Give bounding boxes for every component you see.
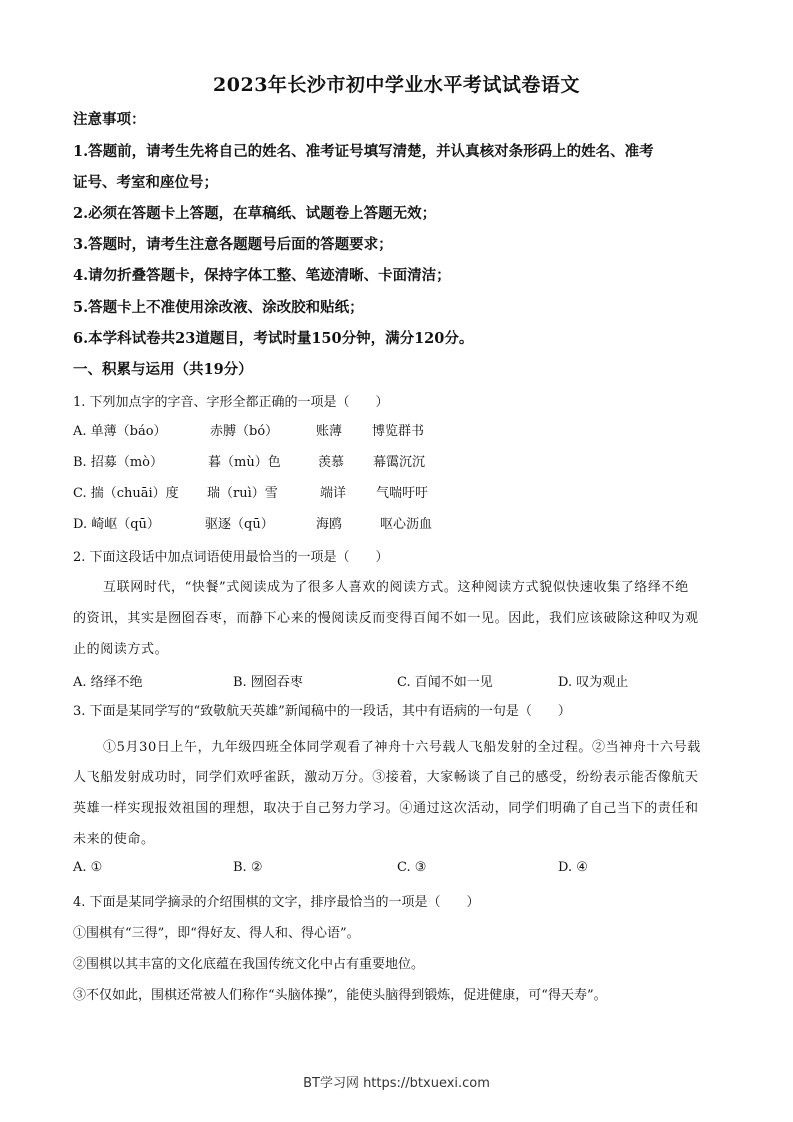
q1-option-b-word-4: 幕霭沉沉 [373,455,426,470]
question-stem: 3. 下面是某同学写的“致敬航天英雄”新闻稿中的一段话，其中有语病的一句是（ ） [73,704,571,719]
q2-option-b: B. 囫囵吞枣 [233,675,303,690]
q1-option-d-word-4: 呕心沥血 [380,517,433,532]
site-watermark-footer: BT学习网 https://btxuexi.com [303,1076,490,1091]
q1-option-c-word-1: C. 揣（chuāi）度 [73,486,179,501]
q2-option-d: D. 叹为观止 [558,675,629,690]
notice-item: 5.答题卡上不准使用涂改液、涂改胶和贴纸； [73,299,364,316]
notice-item: 证号、考室和座位号； [73,174,218,191]
question-stem: 2. 下面这段话中加点词语使用最恰当的一项是（ ） [73,550,389,565]
notice-item: 2.必须在答题卡上答题，在草稿纸、试题卷上答题无效； [73,205,437,222]
q1-option-d-word-3: 海鸥 [316,517,343,532]
passage-line: 未来的使命。 [73,832,155,847]
passage-line: 止的阅读方式。 [73,642,169,657]
passage-line: 英雄一样实现报效祖国的理想，取决于自己努力学习。④通过这次活动，同学们明确了自己当下的责任和 [73,801,699,816]
q1-option-a-word-1: A. 单薄（báo） [73,424,167,439]
q3-option-a: A. ① [73,860,103,875]
q1-option-b-word-3: 羡慕 [318,455,345,470]
q3-option-d: D. ④ [558,860,588,875]
question-stem: 1. 下列加点字的字音、字形全都正确的一项是（ ） [73,395,389,410]
q1-option-b-word-2: 暮（mù）色 [208,455,281,470]
passage-line: 互联网时代，“快餐”式阅读成为了很多人喜欢的阅读方式。这种阅读方式貌似快速收集了络绎不绝 [103,580,689,595]
q1-option-a-word-4: 博览群书 [372,424,425,439]
q1-option-c-word-2: 瑞（ruì）雪 [207,486,278,501]
notice-item: 4.请勿折叠答题卡，保持字体工整、笔迹清晰、卡面清洁； [73,267,451,284]
section-heading: 一、积累与运用（共19分） [73,361,253,378]
sentence-line: ②围棋以其丰富的文化底蕴在我国传统文化中占有重要地位。 [73,957,425,972]
passage-line: ①5月30日上午，九年级四班全体同学观看了神舟十六号载人飞船发射的全过程。②当神舟十六号载 [103,740,701,755]
q3-option-c: C. ③ [397,860,427,875]
notice-item: 3.答题时，请考生注意各题题号后面的答题要求； [73,236,393,253]
page-title: 2023年长沙市初中学业水平考试试卷语文 [213,74,580,96]
passage-line: 的资讯，其实是囫囵吞枣，而静下心来的慢阅读反而变得百闻不如一见。因此，我们应该破除这种叹为观 [73,611,699,626]
q1-option-d-word-2: 驱逐（qū） [205,517,274,532]
q1-option-c-word-3: 端详 [320,486,347,501]
q1-option-a-word-3: 账薄 [316,424,343,439]
q1-option-d-word-1: D. 崎岖（qū） [73,517,160,532]
notice-item: 1.答题前，请考生先将自己的姓名、准考证号填写清楚，并认真核对条形码上的姓名、准考 [73,143,654,160]
sentence-line: ③不仅如此，围棋还常被人们称作“头脑体操”，能使头脑得到锻炼，促进健康，可“得天寿”。 [73,988,607,1003]
notice-heading: 注意事项： [73,111,146,128]
notice-item: 6.本学科试卷共23道题目，考试时量150分钟，满分120分。 [73,330,474,347]
q2-option-a: A. 络绎不绝 [73,675,143,690]
q1-option-c-word-4: 气喘吁吁 [376,486,429,501]
sentence-line: ①围棋有“三得”，即“得好友、得人和、得心语”。 [73,926,360,941]
passage-line: 人飞船发射成功时，同学们欢呼雀跃，激动万分。③接着，大家畅谈了自己的感受，纷纷表示能否像航天 [73,770,699,785]
question-stem: 4. 下面是某同学摘录的介绍围棋的文字，排序最恰当的一项是（ ） [73,895,480,910]
q1-option-b-word-1: B. 招募（mò） [73,455,163,470]
q3-option-b: B. ② [233,860,263,875]
q2-option-c: C. 百闻不如一见 [397,675,493,690]
q1-option-a-word-2: 赤膊（bó） [210,424,279,439]
